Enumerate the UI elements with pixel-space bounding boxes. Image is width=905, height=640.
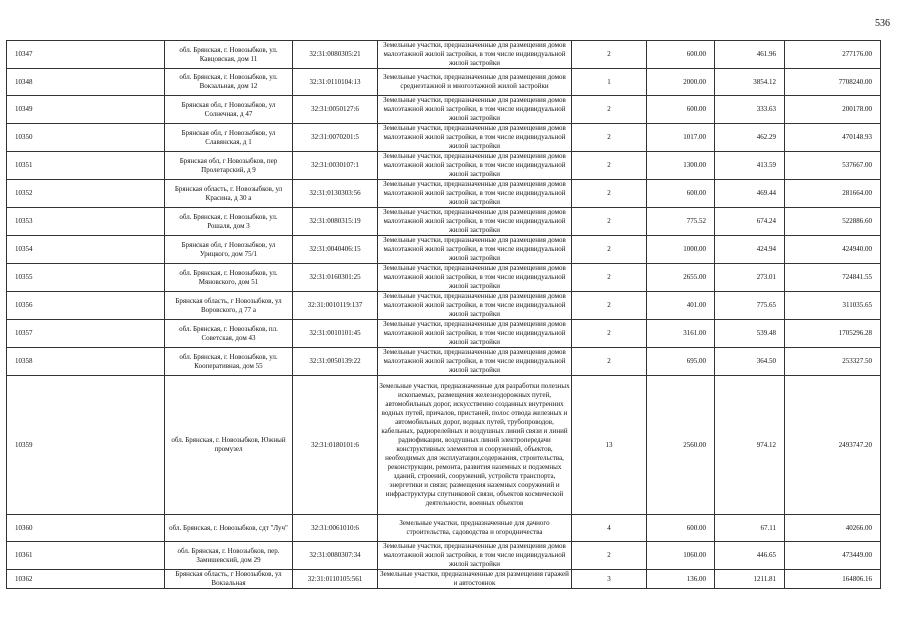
- table-row: [7, 264, 881, 292]
- row-id: 10359: [7, 376, 165, 515]
- address-cell: Брянская обл, г Новозыбков, пер Пролетарский, д 9: [165, 152, 293, 180]
- specific-value-cell: 974.12: [715, 376, 785, 515]
- row-id: 10360: [7, 515, 165, 542]
- specific-value-cell: 333.63: [715, 96, 785, 124]
- land-use-cell: Земельные участки, предназначенные для размещения домов малоэтажной жилой застройки, в том числе индивидуальной жилой застройки: [378, 124, 572, 152]
- specific-value-cell: 461.96: [715, 41, 785, 69]
- cadastral-number-cell: 32:31:0080307:34: [293, 542, 378, 570]
- address-cell: обл. Брянская, г. Новозыбков, ул. Рошаля, дом 3: [165, 208, 293, 236]
- table-row: [7, 124, 881, 152]
- address-cell: Брянская область, г. Новозыбков, ул Красина, д 30 а: [165, 180, 293, 208]
- area-cell: 775.52: [647, 208, 715, 236]
- use-group-cell: 4: [572, 515, 647, 542]
- land-use-cell: Земельные участки, предназначенные для размещения домов среднеэтажной и многоэтажной жилой застройки: [378, 69, 572, 96]
- specific-value-cell: 539.48: [715, 320, 785, 348]
- cadastral-number-cell: 32:31:0110105:561: [293, 570, 378, 589]
- table-row: [7, 236, 881, 264]
- cadastral-value-cell: 424940.00: [785, 236, 881, 264]
- specific-value-cell: 775.65: [715, 292, 785, 320]
- cadastral-value-cell: 200178.00: [785, 96, 881, 124]
- table-row: [7, 515, 881, 542]
- address-cell: обл. Брянская, г. Новозыбков, пер. Замишевский, дом 29: [165, 542, 293, 570]
- use-group-cell: 2: [572, 152, 647, 180]
- address-cell: обл. Брянская, г. Новозыбков, Южный промузел: [165, 376, 293, 515]
- table-body: [7, 41, 881, 589]
- cadastral-number-cell: 32:31:0061010:6: [293, 515, 378, 542]
- cadastral-value-cell: 2493747.20: [785, 376, 881, 515]
- cadastral-number-cell: 32:31:0050139:22: [293, 348, 378, 376]
- address-cell: Брянская область, г Новозыбков, ул Воровского, д 77 а: [165, 292, 293, 320]
- specific-value-cell: 364.50: [715, 348, 785, 376]
- address-cell: Брянская область, г Новозыбков, ул Вокзальная: [165, 570, 293, 589]
- area-cell: 600.00: [647, 41, 715, 69]
- cadastral-number-cell: 32:31:0080305:21: [293, 41, 378, 69]
- address-cell: обл. Брянская, г. Новозыбков, ул. Вокзальная, дом 12: [165, 69, 293, 96]
- specific-value-cell: 67.11: [715, 515, 785, 542]
- use-group-cell: 2: [572, 348, 647, 376]
- row-id: 10347: [7, 41, 165, 69]
- cadastral-number-cell: 32:31:0030107:1: [293, 152, 378, 180]
- specific-value-cell: 413.59: [715, 152, 785, 180]
- land-use-cell: Земельные участки, предназначенные для размещения домов малоэтажной жилой застройки, в том числе индивидуальной жилой застройки: [378, 180, 572, 208]
- cadastral-value-table: [6, 40, 881, 589]
- area-cell: 600.00: [647, 96, 715, 124]
- row-id: 10353: [7, 208, 165, 236]
- row-id: 10349: [7, 96, 165, 124]
- table-row: [7, 152, 881, 180]
- area-cell: 600.00: [647, 515, 715, 542]
- land-use-cell: Земельные участки, предназначенные для размещения домов малоэтажной жилой застройки, в том числе индивидуальной жилой застройки: [378, 292, 572, 320]
- address-cell: обл. Брянская, г. Новозыбков, пл. Советская, дом 43: [165, 320, 293, 348]
- cadastral-number-cell: 32:31:0070201:5: [293, 124, 378, 152]
- area-cell: 401.00: [647, 292, 715, 320]
- use-group-cell: 2: [572, 542, 647, 570]
- page-number: 536: [875, 18, 890, 29]
- cadastral-value-cell: 164806.16: [785, 570, 881, 589]
- cadastral-value-cell: 40266.00: [785, 515, 881, 542]
- specific-value-cell: 462.29: [715, 124, 785, 152]
- cadastral-number-cell: 32:31:0010101:45: [293, 320, 378, 348]
- cadastral-number-cell: 32:31:0040406:15: [293, 236, 378, 264]
- row-id: 10352: [7, 180, 165, 208]
- specific-value-cell: 1211.81: [715, 570, 785, 589]
- table-row: [7, 180, 881, 208]
- table-row: [7, 376, 881, 515]
- row-id: 10361: [7, 542, 165, 570]
- use-group-cell: 2: [572, 320, 647, 348]
- land-use-cell: Земельные участки, предназначенные для размещения домов малоэтажной жилой застройки, в том числе индивидуальной жилой застройки: [378, 320, 572, 348]
- cadastral-value-cell: 7708240.00: [785, 69, 881, 96]
- table-row: [7, 96, 881, 124]
- cadastral-value-cell: 522886.60: [785, 208, 881, 236]
- address-cell: обл. Брянская, г. Новозыбков, ул. Кооперативная, дом 55: [165, 348, 293, 376]
- table-row: [7, 208, 881, 236]
- address-cell: Брянская обл, г Новозыбков, ул Славянская, д 1: [165, 124, 293, 152]
- cadastral-value-cell: 253327.50: [785, 348, 881, 376]
- table-row: [7, 69, 881, 96]
- use-group-cell: 3: [572, 570, 647, 589]
- use-group-cell: 2: [572, 180, 647, 208]
- cadastral-value-cell: 311035.65: [785, 292, 881, 320]
- specific-value-cell: 674.24: [715, 208, 785, 236]
- cadastral-number-cell: 32:31:0080315:19: [293, 208, 378, 236]
- table-row: [7, 348, 881, 376]
- row-id: 10348: [7, 69, 165, 96]
- row-id: 10351: [7, 152, 165, 180]
- land-use-cell: Земельные участки, предназначенные для размещения домов малоэтажной жилой застройки, в том числе индивидуальной жилой застройки: [378, 208, 572, 236]
- area-cell: 1000.00: [647, 236, 715, 264]
- use-group-cell: 2: [572, 292, 647, 320]
- address-cell: Брянская обл, г Новозыбков, ул Солнечная, д 47: [165, 96, 293, 124]
- area-cell: 600.00: [647, 180, 715, 208]
- use-group-cell: 2: [572, 41, 647, 69]
- table-row: [7, 41, 881, 69]
- land-use-cell: Земельные участки, предназначенные для размещения домов малоэтажной жилой застройки, в том числе индивидуальной жилой застройки: [378, 152, 572, 180]
- cadastral-number-cell: 32:31:0050127:6: [293, 96, 378, 124]
- area-cell: 1300.00: [647, 152, 715, 180]
- land-use-cell: Земельные участки, предназначенные для размещения домов малоэтажной жилой застройки, в том числе индивидуальной жилой застройки: [378, 236, 572, 264]
- cadastral-value-cell: 470148.93: [785, 124, 881, 152]
- cadastral-number-cell: 32:31:0180101:6: [293, 376, 378, 515]
- cadastral-number-cell: 32:31:0160301:25: [293, 264, 378, 292]
- cadastral-value-cell: 281664.00: [785, 180, 881, 208]
- land-use-cell: Земельные участки, предназначенные для размещения гаражей и автостоянок: [378, 570, 572, 589]
- address-cell: обл. Брянская, г. Новозыбков, сдт "Луч": [165, 515, 293, 542]
- row-id: 10357: [7, 320, 165, 348]
- row-id: 10355: [7, 264, 165, 292]
- cadastral-value-cell: 724841.55: [785, 264, 881, 292]
- row-id: 10362: [7, 570, 165, 589]
- specific-value-cell: 3854.12: [715, 69, 785, 96]
- table-row: [7, 570, 881, 589]
- use-group-cell: 2: [572, 236, 647, 264]
- use-group-cell: 2: [572, 208, 647, 236]
- row-id: 10354: [7, 236, 165, 264]
- area-cell: 1017.00: [647, 124, 715, 152]
- use-group-cell: 2: [572, 96, 647, 124]
- address-cell: обл. Брянская, г. Новозыбков, ул. Мяновского, дом 51: [165, 264, 293, 292]
- land-use-cell: Земельные участки, предназначенные для разработки полезных ископаемых, размещения железнодорожных путей, автомобильных дорог, искусственно созданных внутренних водных путей, причалов, пристаней, полос отвода железных и автомобильных дорог, водных путей, трубопроводов, кабельных, радиорелейных и воздушных линий связи и линий радиофикации, воздушных линий электропередачи конструктивных элементов и сооружений, объектов, необходимых для эксплуатации,содержания, строительства, реконструкции, ремонта, развития наземных и подземных зданий, строений, сооружений, устройств транспорта, энергетики и связи; размещения наземных сооружений и инфраструктуры спутниковой связи, объектов космической деятельности, военных объектов: [378, 376, 572, 515]
- cadastral-value-cell: 473449.00: [785, 542, 881, 570]
- row-id: 10356: [7, 292, 165, 320]
- row-id: 10358: [7, 348, 165, 376]
- specific-value-cell: 424.94: [715, 236, 785, 264]
- use-group-cell: 13: [572, 376, 647, 515]
- address-cell: обл. Брянская, г. Новозыбков, ул. Кавцовская, дом 11: [165, 41, 293, 69]
- address-cell: Брянская обл, г Новозыбков, ул Урицкого, дом 75/1: [165, 236, 293, 264]
- land-use-cell: Земельные участки, предназначенные для дачного строительства, садоводства и огородничества: [378, 515, 572, 542]
- area-cell: 136.00: [647, 570, 715, 589]
- table-row: [7, 542, 881, 570]
- specific-value-cell: 469.44: [715, 180, 785, 208]
- use-group-cell: 2: [572, 264, 647, 292]
- cadastral-value-cell: 537667.00: [785, 152, 881, 180]
- land-use-cell: Земельные участки, предназначенные для размещения домов малоэтажной жилой застройки, в том числе индивидуальной жилой застройки: [378, 348, 572, 376]
- cadastral-value-cell: 1705296.28: [785, 320, 881, 348]
- use-group-cell: 1: [572, 69, 647, 96]
- area-cell: 1060.00: [647, 542, 715, 570]
- land-use-cell: Земельные участки, предназначенные для размещения домов малоэтажной жилой застройки, в том числе индивидуальной жилой застройки: [378, 96, 572, 124]
- land-use-cell: Земельные участки, предназначенные для размещения домов малоэтажной жилой застройки, в том числе индивидуальной жилой застройки: [378, 264, 572, 292]
- specific-value-cell: 273.01: [715, 264, 785, 292]
- cadastral-number-cell: 32:31:0130303:56: [293, 180, 378, 208]
- area-cell: 3161.00: [647, 320, 715, 348]
- row-id: 10350: [7, 124, 165, 152]
- specific-value-cell: 446.65: [715, 542, 785, 570]
- area-cell: 2655.00: [647, 264, 715, 292]
- area-cell: 2560.00: [647, 376, 715, 515]
- table-row: [7, 320, 881, 348]
- land-use-cell: Земельные участки, предназначенные для размещения домов малоэтажной жилой застройки, в том числе индивидуальной жилой застройки: [378, 542, 572, 570]
- cadastral-number-cell: 32:31:0110104:13: [293, 69, 378, 96]
- area-cell: 695.00: [647, 348, 715, 376]
- cadastral-number-cell: 32:31:0010119:137: [293, 292, 378, 320]
- area-cell: 2000.00: [647, 69, 715, 96]
- use-group-cell: 2: [572, 124, 647, 152]
- table-row: [7, 292, 881, 320]
- cadastral-value-cell: 277176.00: [785, 41, 881, 69]
- land-use-cell: Земельные участки, предназначенные для размещения домов малоэтажной жилой застройки, в том числе индивидуальной жилой застройки: [378, 41, 572, 69]
